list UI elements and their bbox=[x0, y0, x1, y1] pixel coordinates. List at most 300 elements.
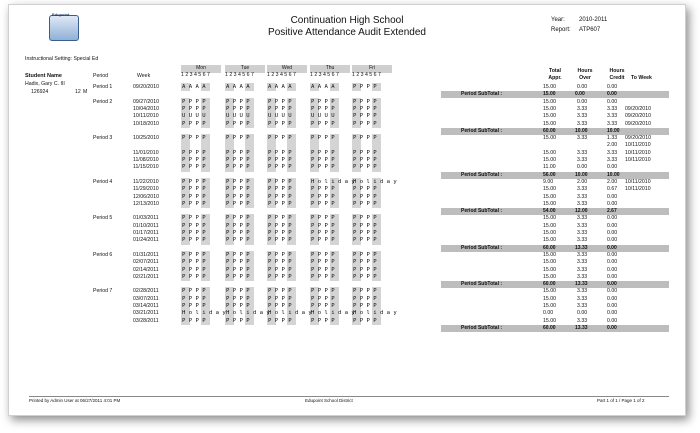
week-date: 01/03/2011 bbox=[133, 215, 159, 222]
attendance-codes: P P P P bbox=[268, 295, 292, 302]
attendance-codes: P P P P bbox=[268, 273, 292, 280]
year-value: 2010-2011 bbox=[579, 17, 608, 23]
attendance-codes: P P P P bbox=[226, 266, 250, 273]
instructional-setting: Instructional Setting: Special Ed bbox=[25, 56, 99, 62]
attendance-codes: P P P P bbox=[182, 230, 206, 236]
total-over: 0.00 bbox=[577, 98, 588, 105]
attendance-codes: U U U U bbox=[182, 113, 206, 120]
attendance-codes: P P P P bbox=[353, 135, 377, 142]
subtotal-appr: 60.00 bbox=[543, 244, 556, 251]
total-to_week: 09/20/2010 bbox=[625, 120, 651, 127]
attendance-codes: P P P P bbox=[226, 193, 250, 200]
attendance-codes: P P P P bbox=[353, 193, 377, 200]
week-date: 12/06/2010 bbox=[133, 193, 159, 200]
total-credit: 0.00 bbox=[607, 259, 618, 266]
total-credit: 0.00 bbox=[607, 317, 618, 324]
total-appr: 15.00 bbox=[543, 222, 556, 229]
total-over: 3.33 bbox=[577, 259, 588, 266]
total-credit: 3.33 bbox=[607, 113, 618, 120]
total-appr: 15.00 bbox=[543, 317, 556, 324]
total-over: 3.33 bbox=[577, 237, 588, 244]
total-credit: 0.00 bbox=[607, 273, 618, 280]
attendance-codes: P P P P bbox=[311, 120, 335, 127]
day-header-label: Tue bbox=[240, 65, 250, 71]
attendance-codes: P P P P bbox=[268, 105, 292, 112]
period-label: Period 1 bbox=[93, 84, 113, 90]
total-appr: 15.00 bbox=[543, 200, 556, 207]
total-over: 3.33 bbox=[577, 317, 588, 324]
attendance-codes: P P P P bbox=[268, 164, 292, 171]
period-subtotal-row bbox=[441, 325, 669, 332]
day-period-numbers: 1 2 3 4 5 6 7 bbox=[225, 72, 254, 78]
attendance-codes: P P P P bbox=[353, 237, 377, 244]
attendance-codes: P P P P bbox=[182, 193, 206, 200]
attendance-codes: P P P P bbox=[353, 303, 377, 309]
day-header-label: Mon bbox=[196, 65, 206, 71]
attendance-codes: P P P P bbox=[182, 200, 206, 207]
subtotal-label: Period SubTotal : bbox=[461, 91, 503, 98]
total-credit: 2.00 bbox=[607, 142, 618, 149]
attendance-codes: P P P P bbox=[268, 259, 292, 266]
attendance-codes: P P P P bbox=[226, 230, 250, 236]
report-title: Positive Attendance Audit Extended bbox=[268, 27, 426, 38]
attendance-codes: P P P P bbox=[182, 98, 206, 105]
week-date: 11/29/2010 bbox=[133, 186, 159, 193]
attendance-codes: P P P P bbox=[353, 84, 377, 90]
attendance-codes: U U U U bbox=[226, 113, 250, 120]
total-appr: 15.00 bbox=[543, 186, 556, 193]
subtotal-over: 13.33 bbox=[575, 324, 588, 331]
attendance-codes: P P P P bbox=[311, 149, 335, 156]
printed-by: Printed by Admin User at 06/27/2011 4:01 PM bbox=[29, 398, 121, 403]
attendance-codes: P P P P bbox=[311, 215, 335, 222]
day-period-numbers: 1 2 3 4 5 6 7 bbox=[267, 72, 296, 78]
total-over: 3.33 bbox=[577, 157, 588, 163]
total-appr: 15.00 bbox=[543, 273, 556, 280]
attendance-codes: P P P P bbox=[311, 317, 335, 324]
attendance-codes: P P P P bbox=[226, 186, 250, 193]
subtotal-credit: 10.00 bbox=[607, 171, 620, 178]
subtotal-appr: 60.00 bbox=[543, 127, 556, 134]
attendance-codes: P P P P bbox=[226, 259, 250, 266]
week-date: 10/04/2010 bbox=[133, 105, 159, 112]
week-date: 10/25/2010 bbox=[133, 135, 159, 142]
total-over: 3.33 bbox=[577, 186, 588, 193]
subtotal-credit: 0.00 bbox=[607, 324, 617, 331]
period-subtotal-row bbox=[441, 208, 669, 215]
attendance-codes: P P P P bbox=[353, 251, 377, 258]
report-label: Report: bbox=[551, 27, 571, 33]
week-date: 10/18/2010 bbox=[133, 120, 159, 127]
attendance-codes: P P P P bbox=[182, 295, 206, 302]
subtotal-label: Period SubTotal : bbox=[461, 127, 503, 134]
total-over: 3.33 bbox=[577, 288, 588, 295]
total-over: 3.33 bbox=[577, 193, 588, 200]
period-label: Period 6 bbox=[93, 251, 113, 258]
attendance-codes: P P P P bbox=[353, 120, 377, 127]
total-credit: 0.00 bbox=[607, 295, 618, 302]
total-over: 3.33 bbox=[577, 273, 588, 280]
attendance-codes: P P P P bbox=[353, 113, 377, 120]
total-over: 0.00 bbox=[577, 84, 588, 90]
attendance-codes: P P P P bbox=[182, 149, 206, 156]
subtotal-credit: 0.00 bbox=[607, 244, 617, 251]
attendance-codes: P P P P bbox=[353, 295, 377, 302]
total-credit: 0.00 bbox=[607, 251, 618, 258]
attendance-codes: H o l i d a y bbox=[226, 310, 270, 317]
total-over: 3.33 bbox=[577, 215, 588, 222]
attendance-codes: P P P P bbox=[226, 215, 250, 222]
total-credit: 0.00 bbox=[607, 98, 618, 105]
attendance-codes: P P P P bbox=[268, 317, 292, 324]
subtotal-credit: 10.00 bbox=[607, 127, 620, 134]
subtotal-over: 13.33 bbox=[575, 281, 588, 288]
attendance-codes: P P P P bbox=[353, 230, 377, 236]
total-credit: 0.00 bbox=[607, 84, 618, 90]
period-subtotal-row bbox=[441, 172, 669, 179]
subtotal-over: 10.00 bbox=[575, 171, 588, 178]
total-credit: 0.00 bbox=[607, 288, 618, 295]
subtotal-appr: 56.00 bbox=[543, 171, 556, 178]
attendance-codes: P P P P bbox=[268, 178, 292, 185]
period-label: Period 2 bbox=[93, 98, 113, 105]
attendance-codes: H o l i d a y bbox=[182, 310, 226, 317]
total-credit: 0.00 bbox=[607, 164, 618, 171]
subtotal-label: Period SubTotal : bbox=[461, 208, 503, 215]
attendance-codes: P P P P bbox=[226, 251, 250, 258]
period-subtotal-row bbox=[441, 128, 669, 135]
attendance-codes: P P P P bbox=[311, 135, 335, 142]
attendance-codes: P P P P bbox=[353, 98, 377, 105]
total-appr: 15.00 bbox=[543, 105, 556, 112]
attendance-codes: P P P P bbox=[268, 120, 292, 127]
attendance-codes: P P P P bbox=[268, 251, 292, 258]
total-credit: 0.67 bbox=[607, 186, 618, 193]
col-week: Week bbox=[137, 73, 151, 79]
attendance-codes: P P P P bbox=[226, 317, 250, 324]
attendance-codes: P P P P bbox=[182, 120, 206, 127]
total-credit: 0.00 bbox=[607, 215, 618, 222]
subtotal-label: Period SubTotal : bbox=[461, 281, 503, 288]
col-to-week: To Week bbox=[631, 75, 652, 81]
attendance-codes: P P P P bbox=[182, 215, 206, 222]
total-to_week: 10/11/2010 bbox=[625, 186, 651, 193]
attendance-codes: H o l i d a y bbox=[311, 310, 355, 317]
total-credit: 0.00 bbox=[607, 303, 618, 309]
subtotal-over: 12.00 bbox=[575, 208, 588, 215]
week-date: 11/01/2010 bbox=[133, 149, 159, 156]
total-to_week: 10/11/2010 bbox=[625, 178, 651, 185]
day-period-numbers: 1 2 3 4 5 6 7 bbox=[181, 72, 210, 78]
total-to_week: 09/20/2010 bbox=[625, 113, 651, 120]
total-appr: 15.00 bbox=[543, 230, 556, 236]
total-over: 3.33 bbox=[577, 295, 588, 302]
attendance-codes: P P P P bbox=[226, 120, 250, 127]
report-sheet bbox=[8, 4, 686, 416]
total-over: 3.33 bbox=[577, 303, 588, 309]
attendance-codes: P P P P bbox=[182, 251, 206, 258]
student-gender: M bbox=[83, 89, 88, 95]
attendance-codes: P P P P bbox=[311, 164, 335, 171]
subtotal-appr: 54.00 bbox=[543, 208, 556, 215]
total-appr: 15.00 bbox=[543, 98, 556, 105]
attendance-codes: P P P P bbox=[182, 273, 206, 280]
total-over: 2.00 bbox=[577, 178, 588, 185]
total-credit: 2.00 bbox=[607, 178, 618, 185]
attendance-codes: A A A A bbox=[268, 84, 292, 90]
period-label: Period 4 bbox=[93, 178, 113, 185]
week-date: 11/22/2010 bbox=[133, 178, 159, 185]
total-credit: 0.00 bbox=[607, 230, 618, 236]
school-name: Continuation High School bbox=[290, 15, 404, 26]
attendance-codes: P P P P bbox=[182, 164, 206, 171]
attendance-codes: P P P P bbox=[182, 266, 206, 273]
student-id: 126924 bbox=[31, 89, 49, 95]
week-date: 02/21/2011 bbox=[133, 273, 159, 280]
period-label: Period 5 bbox=[93, 215, 113, 222]
student-grade: 12 bbox=[75, 89, 81, 95]
attendance-codes: P P P P bbox=[353, 259, 377, 266]
total-appr: 15.00 bbox=[543, 288, 556, 295]
total-credit: 0.00 bbox=[607, 200, 618, 207]
attendance-codes: P P P P bbox=[226, 273, 250, 280]
col-period: Period bbox=[93, 73, 108, 79]
total-credit: 3.33 bbox=[607, 149, 618, 156]
attendance-codes: P P P P bbox=[353, 222, 377, 229]
total-credit: 3.33 bbox=[607, 105, 618, 112]
attendance-codes: H o l i d a y bbox=[353, 178, 397, 185]
attendance-codes: P P P P bbox=[353, 288, 377, 295]
week-date: 02/07/2011 bbox=[133, 259, 159, 266]
subtotal-over: 0.00 bbox=[575, 91, 585, 98]
total-over: 3.33 bbox=[577, 266, 588, 273]
total-appr: 15.00 bbox=[543, 135, 556, 142]
total-over: 3.33 bbox=[577, 135, 588, 142]
attendance-codes: P P P P bbox=[311, 193, 335, 200]
total-appr: 15.00 bbox=[543, 149, 556, 156]
attendance-codes: P P P P bbox=[353, 105, 377, 112]
period-label: Period 7 bbox=[93, 288, 113, 295]
total-to_week: 09/20/2010 bbox=[625, 135, 651, 142]
period-subtotal-row bbox=[441, 281, 669, 288]
attendance-codes: P P P P bbox=[311, 230, 335, 236]
page-number: Part 1 of 1 / Page 1 of 2 bbox=[597, 398, 645, 403]
year-label: Year: bbox=[551, 17, 565, 23]
total-credit: 0.00 bbox=[607, 222, 618, 229]
week-date: 01/31/2011 bbox=[133, 251, 159, 258]
week-date: 01/24/2011 bbox=[133, 237, 159, 244]
attendance-codes: P P P P bbox=[182, 237, 206, 244]
attendance-codes: P P P P bbox=[182, 288, 206, 295]
week-date: 02/14/2011 bbox=[133, 266, 159, 273]
day-period-numbers: 1 2 3 4 5 6 7 bbox=[310, 72, 339, 78]
subtotal-appr: 60.00 bbox=[543, 281, 556, 288]
attendance-codes: P P P P bbox=[268, 135, 292, 142]
attendance-codes: P P P P bbox=[268, 230, 292, 236]
total-appr: 15.00 bbox=[543, 84, 556, 90]
week-date: 11/08/2010 bbox=[133, 157, 159, 163]
attendance-codes: P P P P bbox=[226, 237, 250, 244]
attendance-codes: P P P P bbox=[353, 200, 377, 207]
attendance-codes: P P P P bbox=[182, 259, 206, 266]
attendance-codes: H o l i d a y bbox=[268, 310, 312, 317]
attendance-codes: P P P P bbox=[353, 273, 377, 280]
week-date: 09/20/2010 bbox=[133, 84, 159, 90]
total-appr: 15.00 bbox=[543, 193, 556, 200]
attendance-codes: P P P P bbox=[226, 149, 250, 156]
total-appr: 0.00 bbox=[543, 310, 554, 317]
attendance-codes: P P P P bbox=[182, 135, 206, 142]
week-date: 01/10/2011 bbox=[133, 222, 159, 229]
attendance-codes: P P P P bbox=[311, 266, 335, 273]
attendance-codes: P P P P bbox=[311, 98, 335, 105]
attendance-codes: P P P P bbox=[268, 157, 292, 163]
total-over: 3.33 bbox=[577, 251, 588, 258]
attendance-codes: P P P P bbox=[182, 178, 206, 185]
period-subtotal-row bbox=[441, 245, 669, 252]
total-credit: 0.00 bbox=[607, 237, 618, 244]
period-label: Period 3 bbox=[93, 135, 113, 142]
day-header-label: Thu bbox=[325, 65, 335, 71]
attendance-codes: P P P P bbox=[182, 317, 206, 324]
attendance-codes: P P P P bbox=[182, 157, 206, 163]
attendance-codes: P P P P bbox=[353, 164, 377, 171]
col-hours-credit: Hours Credit bbox=[609, 68, 625, 82]
col-student-name: Student Name bbox=[25, 73, 62, 79]
subtotal-credit: 0.00 bbox=[607, 91, 617, 98]
week-date: 03/21/2011 bbox=[133, 310, 159, 317]
subtotal-appr: 15.00 bbox=[543, 91, 556, 98]
total-to_week: 10/11/2010 bbox=[625, 149, 651, 156]
total-credit: 0.00 bbox=[607, 193, 618, 200]
day-period-numbers: 1 2 3 4 5 6 7 bbox=[352, 72, 381, 78]
logo-text: Edupoint bbox=[52, 12, 70, 17]
attendance-codes: P P P P bbox=[226, 98, 250, 105]
attendance-codes: P P P P bbox=[226, 295, 250, 302]
total-over: 3.33 bbox=[577, 200, 588, 207]
col-hours-over: Hours Over bbox=[577, 68, 593, 82]
subtotal-credit: 0.00 bbox=[607, 281, 617, 288]
attendance-codes: P P P P bbox=[311, 237, 335, 244]
attendance-codes: H o l i d a y bbox=[311, 178, 355, 185]
attendance-codes: P P P P bbox=[182, 303, 206, 309]
week-date: 03/28/2011 bbox=[133, 317, 159, 324]
week-date: 02/28/2011 bbox=[133, 288, 159, 295]
attendance-codes: P P P P bbox=[353, 215, 377, 222]
attendance-codes: P P P P bbox=[311, 251, 335, 258]
subtotal-label: Period SubTotal : bbox=[461, 324, 503, 331]
total-over: 0.00 bbox=[577, 164, 588, 171]
total-appr: 15.00 bbox=[543, 215, 556, 222]
day-header-label: Wed bbox=[281, 65, 293, 71]
attendance-codes: A A A A bbox=[226, 84, 250, 90]
total-credit: 1.33 bbox=[607, 135, 618, 142]
total-to_week: 09/20/2010 bbox=[625, 105, 651, 112]
attendance-codes: P P P P bbox=[353, 157, 377, 163]
attendance-codes: P P P P bbox=[353, 149, 377, 156]
total-appr: 15.00 bbox=[543, 120, 556, 127]
attendance-codes: P P P P bbox=[226, 105, 250, 112]
attendance-codes: H o l i d a y bbox=[353, 310, 397, 317]
attendance-codes: P P P P bbox=[268, 288, 292, 295]
total-over: 3.33 bbox=[577, 105, 588, 112]
attendance-codes: P P P P bbox=[226, 178, 250, 185]
total-appr: 15.00 bbox=[543, 295, 556, 302]
attendance-codes: P P P P bbox=[268, 237, 292, 244]
attendance-codes: A A A A bbox=[311, 84, 335, 90]
attendance-codes: P P P P bbox=[182, 186, 206, 193]
attendance-codes: A A A A bbox=[182, 84, 206, 90]
attendance-codes: P P P P bbox=[268, 215, 292, 222]
total-to_week: 10/11/2010 bbox=[625, 157, 651, 163]
report-value: ATP607 bbox=[579, 27, 601, 33]
attendance-codes: P P P P bbox=[226, 135, 250, 142]
total-appr: 15.00 bbox=[543, 303, 556, 309]
week-date: 03/07/2011 bbox=[133, 295, 159, 302]
week-date: 09/27/2010 bbox=[133, 98, 159, 105]
week-date: 03/14/2011 bbox=[133, 303, 159, 309]
day-header-label: Fri bbox=[369, 65, 375, 71]
attendance-codes: P P P P bbox=[226, 222, 250, 229]
attendance-codes: P P P P bbox=[226, 200, 250, 207]
subtotal-label: Period SubTotal : bbox=[461, 171, 503, 178]
week-date: 12/13/2010 bbox=[133, 200, 159, 207]
attendance-codes: P P P P bbox=[226, 157, 250, 163]
week-date: 01/17/2011 bbox=[133, 230, 159, 236]
subtotal-over: 13.33 bbox=[575, 244, 588, 251]
attendance-codes: P P P P bbox=[311, 303, 335, 309]
total-appr: 15.00 bbox=[543, 157, 556, 163]
attendance-codes: P P P P bbox=[268, 222, 292, 229]
total-appr: 15.00 bbox=[543, 113, 556, 120]
total-appr: 9.00 bbox=[543, 178, 554, 185]
total-appr: 15.00 bbox=[543, 237, 556, 244]
total-credit: 3.33 bbox=[607, 157, 618, 163]
attendance-codes: P P P P bbox=[226, 303, 250, 309]
total-to_week: 10/11/2010 bbox=[625, 142, 651, 149]
attendance-codes: P P P P bbox=[226, 288, 250, 295]
attendance-codes: P P P P bbox=[311, 105, 335, 112]
total-over: 3.33 bbox=[577, 120, 588, 127]
attendance-codes: P P P P bbox=[268, 266, 292, 273]
total-appr: 15.00 bbox=[543, 251, 556, 258]
attendance-codes: P P P P bbox=[353, 317, 377, 324]
attendance-codes: P P P P bbox=[311, 288, 335, 295]
total-credit: 0.00 bbox=[607, 310, 618, 317]
attendance-codes: P P P P bbox=[226, 164, 250, 171]
total-over: 0.00 bbox=[577, 310, 588, 317]
total-credit: 3.33 bbox=[607, 120, 618, 127]
attendance-codes: P P P P bbox=[268, 303, 292, 309]
total-credit: 0.00 bbox=[607, 266, 618, 273]
week-date: 10/11/2010 bbox=[133, 113, 159, 120]
attendance-codes: P P P P bbox=[268, 186, 292, 193]
total-over: 3.33 bbox=[577, 113, 588, 120]
footer-rule bbox=[29, 396, 669, 397]
attendance-codes: P P P P bbox=[182, 105, 206, 112]
period-subtotal-row bbox=[441, 91, 669, 98]
attendance-codes: U U U U bbox=[268, 113, 292, 120]
attendance-codes: P P P P bbox=[182, 222, 206, 229]
attendance-codes: U U U U bbox=[311, 113, 335, 120]
subtotal-label: Period SubTotal : bbox=[461, 244, 503, 251]
total-appr: 11.00 bbox=[543, 164, 556, 171]
attendance-codes: P P P P bbox=[311, 222, 335, 229]
attendance-codes: P P P P bbox=[268, 193, 292, 200]
col-total: Total Appr. bbox=[548, 68, 562, 82]
total-over: 3.33 bbox=[577, 149, 588, 156]
attendance-codes: P P P P bbox=[268, 200, 292, 207]
